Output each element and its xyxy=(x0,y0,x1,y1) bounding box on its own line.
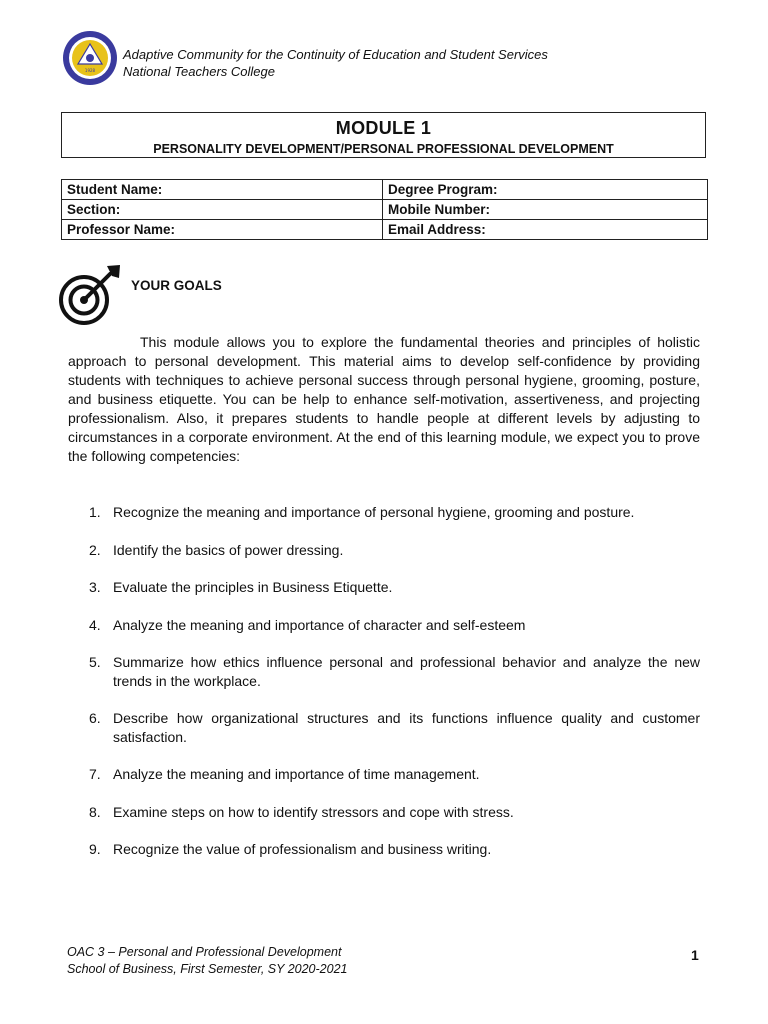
mobile-number-label: Mobile Number: xyxy=(383,200,708,220)
list-item: 1. Recognize the meaning and importance of personal hygiene, grooming and posture. xyxy=(89,504,635,520)
list-item: 9. Recognize the value of professionalism and business writing. xyxy=(89,841,492,857)
list-item: 7. Analyze the meaning and importance of time management. xyxy=(89,766,480,782)
header-line-2: National Teachers College xyxy=(123,64,276,79)
intro-text: This module allows you to explore the fundamental theories and principles of holistic approach to personal development. This material aims to develop self-confidence by providing students with techniques to achieve personal success through personal hygiene, grooming, posture, and business etiquette. You can be help to enhance self-motivation, assertiveness, and projecting professionalism. Also, it prepares students to handle people at different levels by adjusting to circumstances in a corporate environment. At the end of this learning module, we expect you to prove the following competencies: xyxy=(68,334,700,464)
header-line-1: Adaptive Community for the Continuity of Education and Student Services xyxy=(123,47,548,62)
intro-paragraph xyxy=(68,333,700,466)
table-row xyxy=(62,180,708,200)
footer-course: OAC 3 – Personal and Professional Development xyxy=(67,945,342,959)
list-item: 8. Examine steps on how to identify stressors and cope with stress. xyxy=(89,803,514,820)
competencies-list xyxy=(68,503,700,878)
page-header xyxy=(62,30,702,90)
page-footer xyxy=(67,944,347,978)
module-subtitle: PERSONALITY DEVELOPMENT/PERSONAL PROFESSIONAL DEVELOPMENT xyxy=(153,142,614,156)
college-logo xyxy=(62,30,118,86)
page-number: 1 xyxy=(691,947,699,963)
list-item: 5. Summarize how ethics influence personal and professional behavior and analyze the new trends in the workplace. xyxy=(89,654,700,689)
module-title-box xyxy=(61,112,706,158)
degree-program-label: Degree Program: xyxy=(383,180,708,200)
list-item: 3. Evaluate the principles in Business Etiquette. xyxy=(89,579,393,595)
list-item: 4. Analyze the meaning and importance of character and self-esteem xyxy=(89,616,526,633)
table-row xyxy=(62,200,708,220)
email-address-label: Email Address: xyxy=(383,220,708,240)
section-label: Section: xyxy=(62,200,383,220)
professor-name-label: Professor Name: xyxy=(62,220,383,240)
logo-year: 1928 xyxy=(84,68,96,73)
table-row xyxy=(62,220,708,240)
list-item: 2. Identify the basics of power dressing. xyxy=(89,541,344,558)
target-goal-icon xyxy=(58,262,124,328)
student-info-table xyxy=(61,179,708,240)
list-item: 6. Describe how organizational structures and its functions influence quality and customer satisfaction. xyxy=(89,710,700,745)
module-title: MODULE 1 xyxy=(335,118,432,138)
header-text xyxy=(123,46,548,80)
footer-term: School of Business, First Semester, SY 2020-2021 xyxy=(67,962,348,976)
goals-heading: YOUR GOALS xyxy=(131,278,222,293)
student-name-label: Student Name: xyxy=(62,180,383,200)
